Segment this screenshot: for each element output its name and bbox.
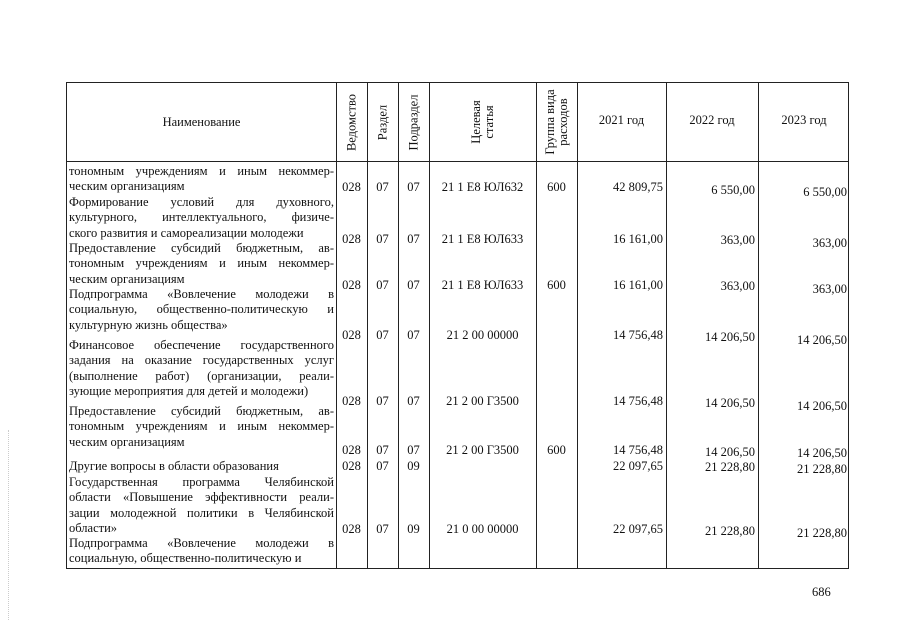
col-vedomstvo-cell: 028 bbox=[342, 180, 361, 194]
header-2021: 2021 год bbox=[598, 113, 645, 127]
row-name bbox=[69, 404, 334, 450]
col-2023-cell: 14 206,50 bbox=[797, 399, 847, 413]
col-celevaya-cell: 21 2 00 Г3500 bbox=[446, 394, 519, 408]
col-2022-cell: 21 228,80 bbox=[705, 460, 755, 474]
col-divider bbox=[336, 83, 337, 568]
col-2022-cell: 363,00 bbox=[720, 233, 755, 247]
col-divider bbox=[536, 83, 537, 568]
col-celevaya-cell: 21 1 Е8 ЮЛ633 bbox=[441, 278, 524, 292]
col-podrazdel-cell: 09 bbox=[407, 459, 420, 473]
col-vedomstvo-cell: 028 bbox=[342, 459, 361, 473]
col-2022-cell: 14 206,50 bbox=[705, 396, 755, 410]
row-name-line: тономным учреждениям и иным некоммер- bbox=[69, 419, 334, 434]
col-podrazdel-cell: 07 bbox=[407, 394, 420, 408]
col-podrazdel-cell: 07 bbox=[407, 232, 420, 246]
header-name: Наименование bbox=[162, 115, 241, 129]
col-razdel-cell: 07 bbox=[376, 232, 389, 246]
col-2021-cell: 16 161,00 bbox=[613, 278, 663, 292]
col-2023-cell: 6 550,00 bbox=[803, 185, 847, 199]
col-razdel-cell: 07 bbox=[376, 180, 389, 194]
row-name-line: Другие вопросы в области образования bbox=[69, 459, 279, 473]
row-name-line: тономным учреждениям и иным некоммер- bbox=[69, 256, 334, 271]
col-2021-cell: 16 161,00 bbox=[613, 232, 663, 246]
row-name-line: (выполнение работ) (организации, реали- bbox=[69, 368, 334, 383]
row-name-line: Подпрограмма «Вовлечение молодежи в bbox=[69, 287, 334, 301]
header-2023: 2023 год bbox=[781, 113, 827, 127]
row-name-line: зующие мероприятия для детей и молодежи) bbox=[69, 384, 309, 399]
row-name-line: культурную жизнь общества» bbox=[69, 317, 228, 332]
row-name bbox=[69, 241, 334, 287]
col-divider bbox=[758, 83, 759, 568]
col-razdel-cell: 07 bbox=[376, 459, 389, 473]
col-vedomstvo-cell: 028 bbox=[342, 394, 361, 408]
col-podrazdel-cell: 07 bbox=[407, 180, 420, 194]
col-razdel-cell: 07 bbox=[376, 278, 389, 292]
col-2023-cell: 14 206,50 bbox=[797, 333, 847, 347]
col-2021-cell: 14 756,48 bbox=[613, 394, 663, 408]
header-2022: 2022 год bbox=[689, 113, 735, 127]
row-name-line: области» bbox=[69, 521, 118, 536]
budget-table bbox=[66, 82, 849, 569]
col-gruppa-cell: 600 bbox=[547, 180, 566, 194]
row-name bbox=[69, 475, 334, 537]
col-celevaya-cell: 21 1 Е8 ЮЛ633 bbox=[441, 232, 524, 246]
header-vedomstvo: Ведомство bbox=[344, 93, 358, 151]
margin-dots bbox=[8, 430, 10, 620]
col-celevaya-cell: 21 2 00 00000 bbox=[446, 328, 519, 342]
row-name-line: Формирование условий для духовного, bbox=[69, 195, 334, 209]
col-divider bbox=[666, 83, 667, 568]
col-divider bbox=[429, 83, 430, 568]
col-2021-cell: 22 097,65 bbox=[613, 459, 663, 473]
row-name-line: области «Повышение эффективности реали- bbox=[69, 490, 334, 505]
row-name-line: Предоставление субсидий бюджетным, ав- bbox=[69, 404, 334, 418]
header-celevaya-line: статья bbox=[481, 105, 496, 139]
header-celevaya bbox=[470, 85, 496, 159]
header-podrazdel: Подраздел bbox=[406, 94, 420, 150]
col-gruppa-cell: 600 bbox=[547, 443, 566, 457]
col-razdel-cell: 07 bbox=[376, 394, 389, 408]
col-divider bbox=[577, 83, 578, 568]
row-name-line: Государственная программа Челябинской bbox=[69, 475, 334, 489]
row-name bbox=[69, 164, 334, 195]
col-2023-cell: 363,00 bbox=[812, 282, 847, 296]
row-name-line: ческим организациям bbox=[69, 271, 185, 286]
row-name-line: социальную, общественно-политическую и bbox=[69, 302, 334, 317]
row-name-line: социальную, общественно-политическую и bbox=[69, 551, 302, 566]
col-2023-cell: 21 228,80 bbox=[797, 462, 847, 476]
col-podrazdel-cell: 07 bbox=[407, 328, 420, 342]
row-name-line: зации молодежной политики в Челябинской bbox=[69, 505, 334, 520]
col-2022-cell: 14 206,50 bbox=[705, 445, 755, 459]
col-2023-cell: 14 206,50 bbox=[797, 446, 847, 460]
col-2021-cell: 22 097,65 bbox=[613, 522, 663, 536]
col-2022-cell: 6 550,00 bbox=[711, 183, 755, 197]
col-podrazdel-cell: 09 bbox=[407, 522, 420, 536]
col-vedomstvo-cell: 028 bbox=[342, 328, 361, 342]
header-gruppa-line: Группа вида bbox=[542, 89, 557, 155]
header-celevaya-line: Целевая bbox=[468, 100, 483, 144]
col-vedomstvo-cell: 028 bbox=[342, 278, 361, 292]
col-2023-cell: 363,00 bbox=[812, 236, 847, 250]
row-name bbox=[69, 536, 334, 567]
row-name-line: культурного, интеллектуального, физиче- bbox=[69, 210, 334, 225]
col-razdel-cell: 07 bbox=[376, 328, 389, 342]
header-razdel: Раздел bbox=[375, 104, 389, 140]
col-gruppa-cell: 600 bbox=[547, 278, 566, 292]
row-name-line: Финансовое обеспечение государственного bbox=[69, 338, 334, 352]
col-2021-cell: 14 756,48 bbox=[613, 443, 663, 457]
col-vedomstvo-cell: 028 bbox=[342, 443, 361, 457]
col-podrazdel-cell: 07 bbox=[407, 278, 420, 292]
col-razdel-cell: 07 bbox=[376, 443, 389, 457]
row-name bbox=[69, 338, 334, 400]
col-razdel-cell: 07 bbox=[376, 522, 389, 536]
col-celevaya-cell: 21 2 00 Г3500 bbox=[446, 443, 519, 457]
row-name-line: тономным учреждениям и иным некоммер- bbox=[69, 164, 334, 178]
row-name bbox=[69, 287, 334, 333]
row-name-line: ческим организациям bbox=[69, 179, 185, 194]
col-2021-cell: 14 756,48 bbox=[613, 328, 663, 342]
col-2021-cell: 42 809,75 bbox=[613, 180, 663, 194]
row-name-line: Предоставление субсидий бюджетным, ав- bbox=[69, 241, 334, 255]
row-name-line: ского развития и самореализации молодежи bbox=[69, 225, 304, 240]
col-celevaya-cell: 21 1 Е8 ЮЛ632 bbox=[441, 180, 524, 194]
col-2022-cell: 14 206,50 bbox=[705, 330, 755, 344]
col-2023-cell: 21 228,80 bbox=[797, 526, 847, 540]
header-gruppa bbox=[544, 85, 570, 159]
col-vedomstvo-cell: 028 bbox=[342, 232, 361, 246]
col-divider bbox=[367, 83, 368, 568]
col-celevaya-cell: 21 0 00 00000 bbox=[446, 522, 519, 536]
row-name-line: Подпрограмма «Вовлечение молодежи в bbox=[69, 536, 334, 550]
row-name bbox=[69, 459, 334, 474]
row-name-line: ческим организациям bbox=[69, 434, 185, 449]
row-name-line: задания на оказание государственных услуг bbox=[69, 353, 334, 368]
col-2022-cell: 21 228,80 bbox=[705, 524, 755, 538]
header-gruppa-line: расходов bbox=[555, 98, 570, 146]
col-divider bbox=[398, 83, 399, 568]
header-divider bbox=[67, 161, 848, 162]
col-vedomstvo-cell: 028 bbox=[342, 522, 361, 536]
col-podrazdel-cell: 07 bbox=[407, 443, 420, 457]
page-number: 686 bbox=[812, 585, 831, 599]
col-2022-cell: 363,00 bbox=[720, 279, 755, 293]
row-name bbox=[69, 195, 334, 241]
